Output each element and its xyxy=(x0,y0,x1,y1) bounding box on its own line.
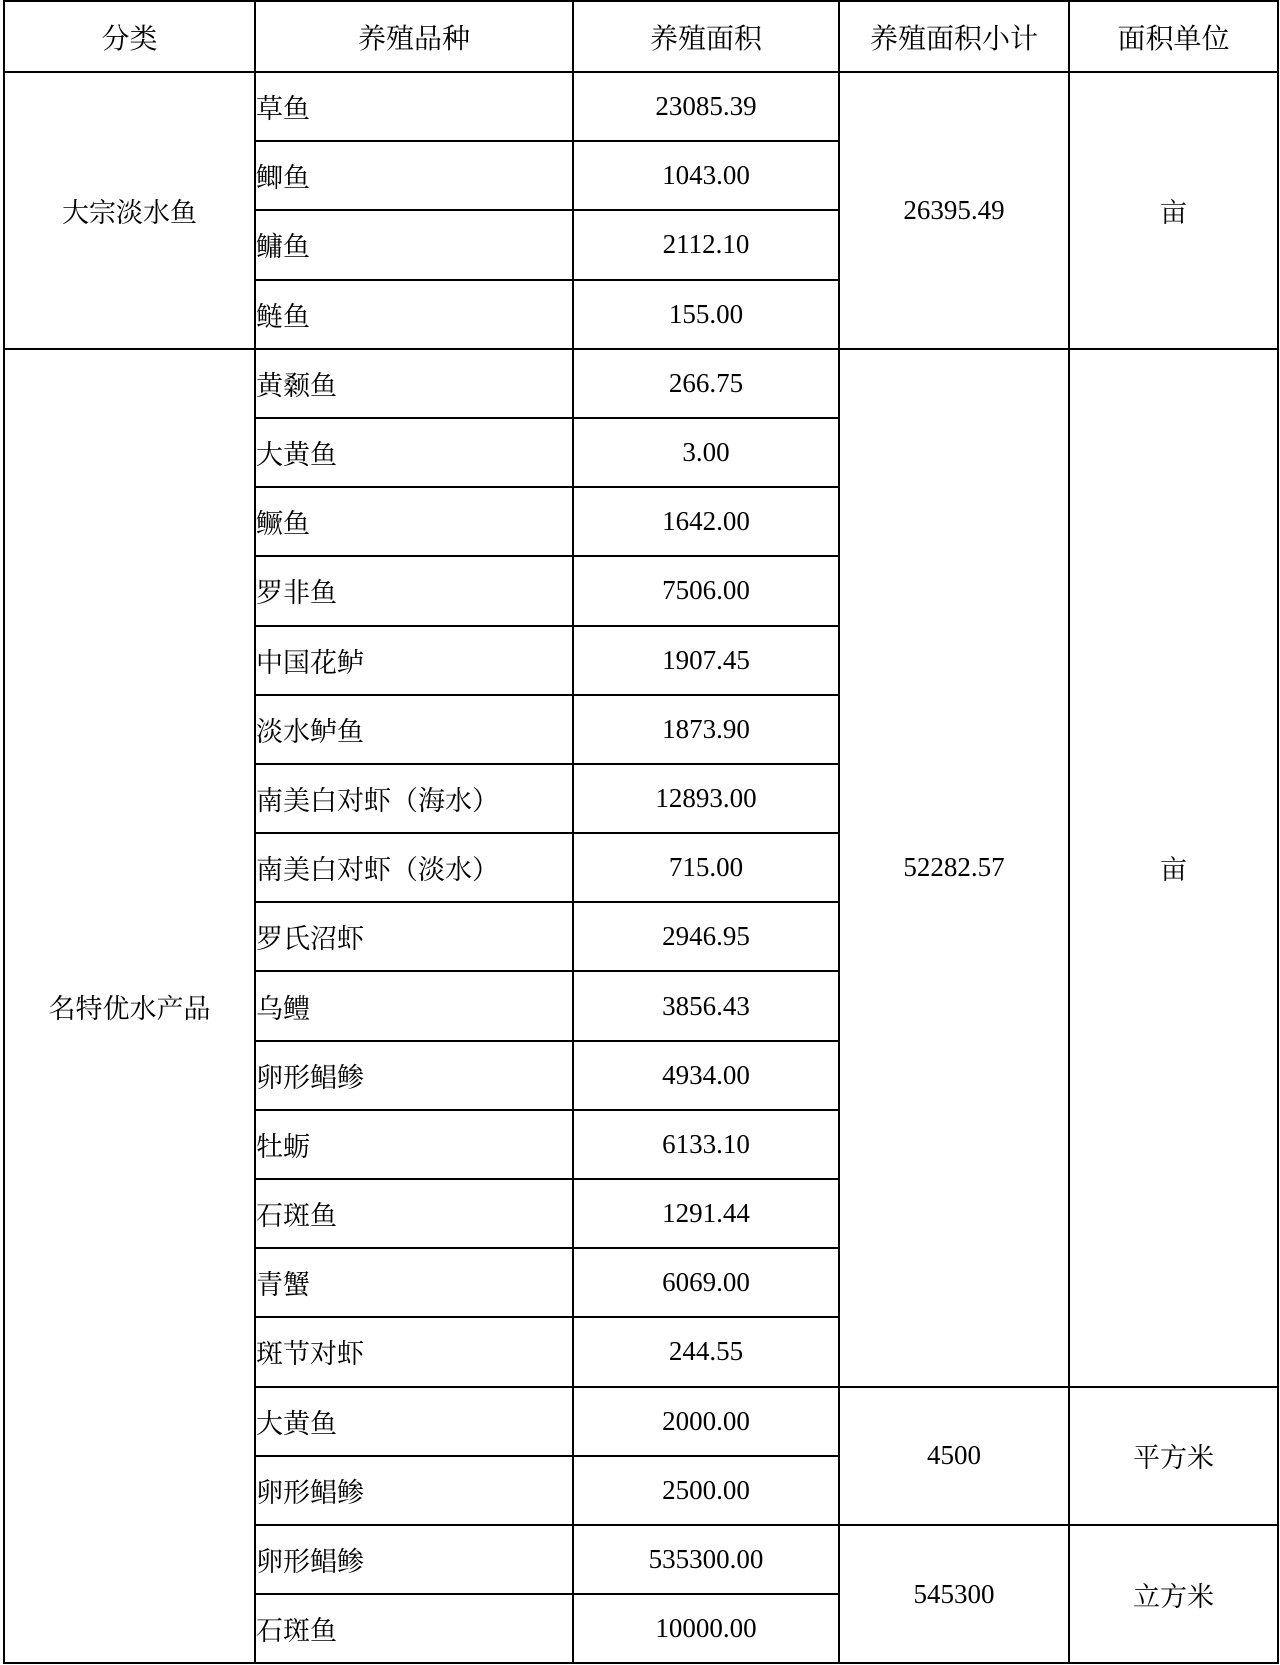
area-cell: 12893.00 xyxy=(573,764,839,833)
area-cell: 4934.00 xyxy=(573,1041,839,1110)
header-unit: 面积单位 xyxy=(1069,1,1278,72)
subtotal-cell: 52282.57 xyxy=(839,349,1069,1387)
unit-cell: 亩 xyxy=(1069,349,1278,1387)
subtotal-cell: 4500 xyxy=(839,1387,1069,1525)
header-subtotal: 养殖面积小计 xyxy=(839,1,1069,72)
area-cell: 1873.90 xyxy=(573,695,839,764)
area-cell: 266.75 xyxy=(573,349,839,418)
species-cell: 罗氏沼虾 xyxy=(255,902,573,971)
header-row xyxy=(4,1,1278,72)
header-species: 养殖品种 xyxy=(255,1,573,72)
area-cell: 6069.00 xyxy=(573,1248,839,1317)
subtotal-cell: 545300 xyxy=(839,1525,1069,1663)
species-cell: 南美白对虾（淡水） xyxy=(255,833,573,902)
table-row xyxy=(4,72,1278,141)
area-cell: 10000.00 xyxy=(573,1594,839,1663)
species-cell: 青蟹 xyxy=(255,1248,573,1317)
unit-cell: 立方米 xyxy=(1069,1525,1278,1663)
area-cell: 535300.00 xyxy=(573,1525,839,1594)
area-cell: 2000.00 xyxy=(573,1387,839,1456)
area-cell: 155.00 xyxy=(573,280,839,349)
species-cell: 大黄鱼 xyxy=(255,418,573,487)
species-cell: 鲫鱼 xyxy=(255,141,573,210)
species-cell: 中国花鲈 xyxy=(255,626,573,695)
species-cell: 罗非鱼 xyxy=(255,556,573,625)
species-cell: 黄颡鱼 xyxy=(255,349,573,418)
area-cell: 1642.00 xyxy=(573,487,839,556)
table-row xyxy=(4,349,1278,418)
unit-cell: 亩 xyxy=(1069,72,1278,349)
species-cell: 鲢鱼 xyxy=(255,280,573,349)
area-cell: 6133.10 xyxy=(573,1110,839,1179)
area-cell: 7506.00 xyxy=(573,556,839,625)
area-cell: 2500.00 xyxy=(573,1456,839,1525)
species-cell: 淡水鲈鱼 xyxy=(255,695,573,764)
header-category: 分类 xyxy=(4,1,255,72)
area-cell: 2112.10 xyxy=(573,210,839,279)
aquaculture-area-table xyxy=(3,0,1279,1664)
species-cell: 鳜鱼 xyxy=(255,487,573,556)
area-cell: 1043.00 xyxy=(573,141,839,210)
area-cell: 244.55 xyxy=(573,1317,839,1386)
area-cell: 1907.45 xyxy=(573,626,839,695)
species-cell: 卵形鲳鲹 xyxy=(255,1041,573,1110)
species-cell: 南美白对虾（海水） xyxy=(255,764,573,833)
category-cell: 名特优水产品 xyxy=(4,349,255,1664)
category-cell: 大宗淡水鱼 xyxy=(4,72,255,349)
species-cell: 草鱼 xyxy=(255,72,573,141)
species-cell: 卵形鲳鲹 xyxy=(255,1456,573,1525)
species-cell: 鳙鱼 xyxy=(255,210,573,279)
header-area: 养殖面积 xyxy=(573,1,839,72)
area-cell: 2946.95 xyxy=(573,902,839,971)
unit-cell: 平方米 xyxy=(1069,1387,1278,1525)
area-cell: 3856.43 xyxy=(573,971,839,1040)
species-cell: 石斑鱼 xyxy=(255,1179,573,1248)
area-cell: 3.00 xyxy=(573,418,839,487)
area-cell: 23085.39 xyxy=(573,72,839,141)
species-cell: 卵形鲳鲹 xyxy=(255,1525,573,1594)
area-cell: 1291.44 xyxy=(573,1179,839,1248)
area-cell: 715.00 xyxy=(573,833,839,902)
species-cell: 牡蛎 xyxy=(255,1110,573,1179)
species-cell: 大黄鱼 xyxy=(255,1387,573,1456)
species-cell: 乌鳢 xyxy=(255,971,573,1040)
species-cell: 石斑鱼 xyxy=(255,1594,573,1663)
subtotal-cell: 26395.49 xyxy=(839,72,1069,349)
species-cell: 斑节对虾 xyxy=(255,1317,573,1386)
